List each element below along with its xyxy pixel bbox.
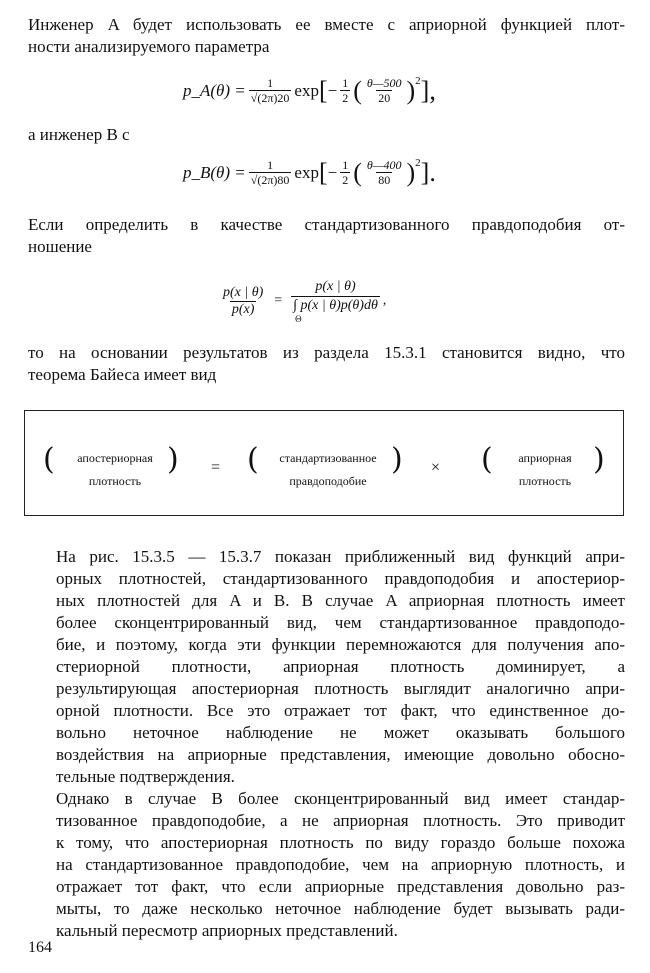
likelihood-term: стандартизованное правдоподобие [279, 451, 377, 488]
intro-paragraph [28, 14, 625, 58]
eq-a-power: 2 [415, 74, 421, 87]
intro-line-2: ности анализируемого параметра [28, 37, 270, 56]
prior-term: априорная плотность [518, 451, 572, 488]
eq-b-inner: $\frac{\theta—400}{80}$ [366, 158, 402, 187]
eq-a-end: ], [420, 75, 436, 105]
eq-a-inner: $\frac{\theta—500}{20}$ [366, 76, 402, 105]
eq-a-exp: exp [294, 80, 319, 100]
engineer-b-line: а инженер B с [28, 125, 130, 144]
equation-prior-b: p_B(θ) = $\frac{1}{√(2\pi)80}$ exp [ − $\frac{1}{2}$ ( $\frac{\theta—400}{80}$ ) 2 ]. [183, 156, 436, 187]
paragraph-figures: На рис. 15.3.5 — 15.3.7 показан приближенный вид функций апри- орных плотностей, стандартизованного правдоподобия и апостериор- ных плотностей для A и B. В случае A априорная плотность имеет более сконцентрированный вид, чем стандартизованное правдоподо- бие, и поэтому, когда эти функции перемножаются для получения апо- стериорной плотности, априорная плотность доминирует, а результирующая апостериорная плотность выглядит аналогично апри- орной плотности. Все это отражает тот факт, что единственное до- вольно неточное наблюдение не может оказывать большого воздействия на априорные представления, имеющие довольно обосно- тельные подтверждения. [56, 547, 625, 786]
equation-likelihood-ratio: $\frac{p(x | \theta)}{p(x)}$ = p(x | θ) ∫ p(x | θ)p(θ)dθ Θ , [223, 279, 387, 324]
page-number: 164 [28, 939, 52, 956]
bayes-intro-line-1: то на основании результатов из раздела 15.3.1 становится видно, что [28, 343, 625, 362]
ratio-left: $\frac{p(x | \theta)}{p(x)}$ [223, 284, 264, 317]
times-sign: × [431, 459, 441, 476]
def-line-1: Если определить в качестве стандартизованного правдоподобия от- [28, 215, 625, 234]
definition-paragraph [28, 214, 625, 258]
eq-a-half: $\frac{1}{2}$ [342, 76, 349, 105]
integral-subscript: Θ [295, 314, 302, 324]
paragraph-case-b: Однако в случае B более сконцентрированный вид имеет стандар- тизованное правдоподобие, а не априорная плотность. Это приводит к тому, что апостериорная плотность по виду гораздо больше похожа на стандартизованное правдоподобие, чем на априорную плотность, и отражает тот факт, что если априорные представления довольно раз- мыты, то даже несколько неточное наблюдение будет вызывать ради- кальный пересмотр априорных представлений. [56, 789, 625, 940]
eq-a-coef: $\frac{1}{√(2\pi)20}$ [250, 76, 290, 105]
eq-b-coef: $\frac{1}{√(2\pi)80}$ [250, 158, 290, 187]
eq-b-end: ]. [420, 157, 436, 187]
eq-b-exp: exp [294, 162, 319, 182]
eq-b-lhs: p_B(θ) = [183, 162, 246, 182]
equation-prior-a: p_A(θ) = $\frac{1}{√(2\pi)20}$ exp [ − $\frac{1}{2}$ ( $\frac{\theta—500}{20}$ ) 2 ], [183, 74, 436, 105]
eq-b-power: 2 [415, 156, 421, 169]
eq-a-lhs: p_A(θ) = [183, 80, 246, 100]
bayes-theorem-box: ( апостериорная плотность ) = ( стандартизованное правдоподобие ) × ( априорная плотность ) [24, 410, 624, 516]
bayes-intro-paragraph [28, 342, 625, 386]
intro-line-1: Инженер A будет использовать ее вместе с априорной функцией плот- [28, 15, 625, 34]
bayes-intro-line-2: теорема Байеса имеет вид [28, 365, 217, 384]
ratio-right: p(x | θ) ∫ p(x | θ)p(θ)dθ Θ [293, 279, 378, 324]
eq-b-half: $\frac{1}{2}$ [342, 158, 349, 187]
posterior-term: апостериорная плотность [77, 451, 153, 488]
def-line-2: ношение [28, 237, 92, 256]
equals-sign: = [211, 459, 221, 476]
